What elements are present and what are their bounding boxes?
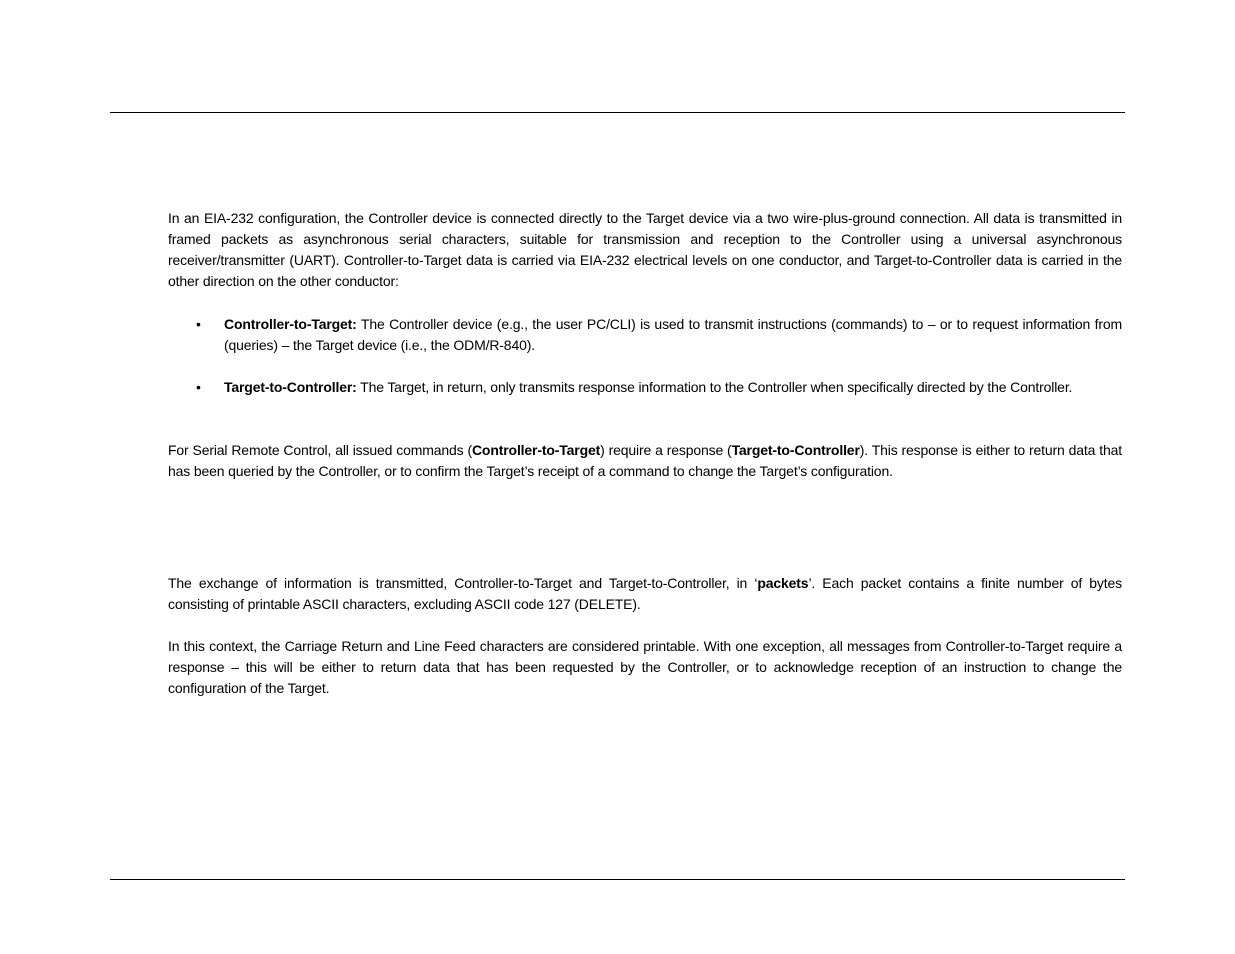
text-run: ’. Each packet contains a finite number of bytes consisting of printable ASCII characters, excluding ASCII code 127 (DELETE).	[168, 575, 1122, 612]
header-rule	[110, 112, 1125, 113]
bullet-dot-icon: •	[196, 379, 201, 395]
bold-term: packets	[757, 575, 809, 591]
bullet-term: Controller-to-Target:	[224, 316, 357, 332]
bullet-text	[224, 314, 1122, 356]
bullet-description: The Target, in return, only transmits response information to the Controller when specifically directed by the Controller.	[356, 379, 1073, 395]
bullet-dot-icon: •	[196, 316, 201, 332]
text-run: The exchange of information is transmitted, Controller-to-Target and Target-to-Controller, in ‘	[168, 575, 758, 591]
bold-term: Target-to-Controller	[731, 442, 860, 458]
bold-term: Controller-to-Target	[471, 442, 601, 458]
paragraph-carriage-return: In this context, the Carriage Return and Line Feed characters are considered printable. With one exception, all messages from Controller-to-Target require a response – this will be either to return data that has been requested by the Controller, or to acknowledge reception of an instruction to change the configuration of the Target.	[168, 638, 1122, 696]
bullet-text	[224, 377, 1122, 398]
text-run: For Serial Remote Control, all issued commands (	[168, 442, 472, 458]
bullet-description: The Controller device (e.g., the user PC/CLI) is used to transmit instructions (commands) to – or to request information from (queries) – the Target device (i.e., the ODM/R-840).	[224, 316, 1122, 353]
paragraph-eia232-intro: In an EIA-232 configuration, the Controller device is connected directly to the Target device via a two wire-plus-ground connection. All data is transmitted in framed packets as asynchronous serial characters, suitable for transmission and reception to the Controller using a universal asynchronous receiver/transmitter (UART). Controller-to-Target data is carried via EIA-232 electrical levels on one conductor, and Target-to-Controller data is carried in the other direction on the other conductor:	[168, 210, 1122, 289]
bullet-target-to-controller	[196, 377, 1122, 398]
paragraph-serial-remote-control	[168, 440, 1122, 482]
text-run: ) require a response (	[600, 442, 732, 458]
paragraph-packets	[168, 573, 1122, 615]
bullet-controller-to-target	[196, 314, 1122, 356]
footer-rule	[110, 879, 1125, 880]
bullet-term: Target-to-Controller:	[224, 379, 357, 395]
text-run: ). This response is either to return data that has been queried by the Controller, or to confirm the Target’s receipt of a command to change the Target’s configuration.	[168, 442, 1122, 479]
